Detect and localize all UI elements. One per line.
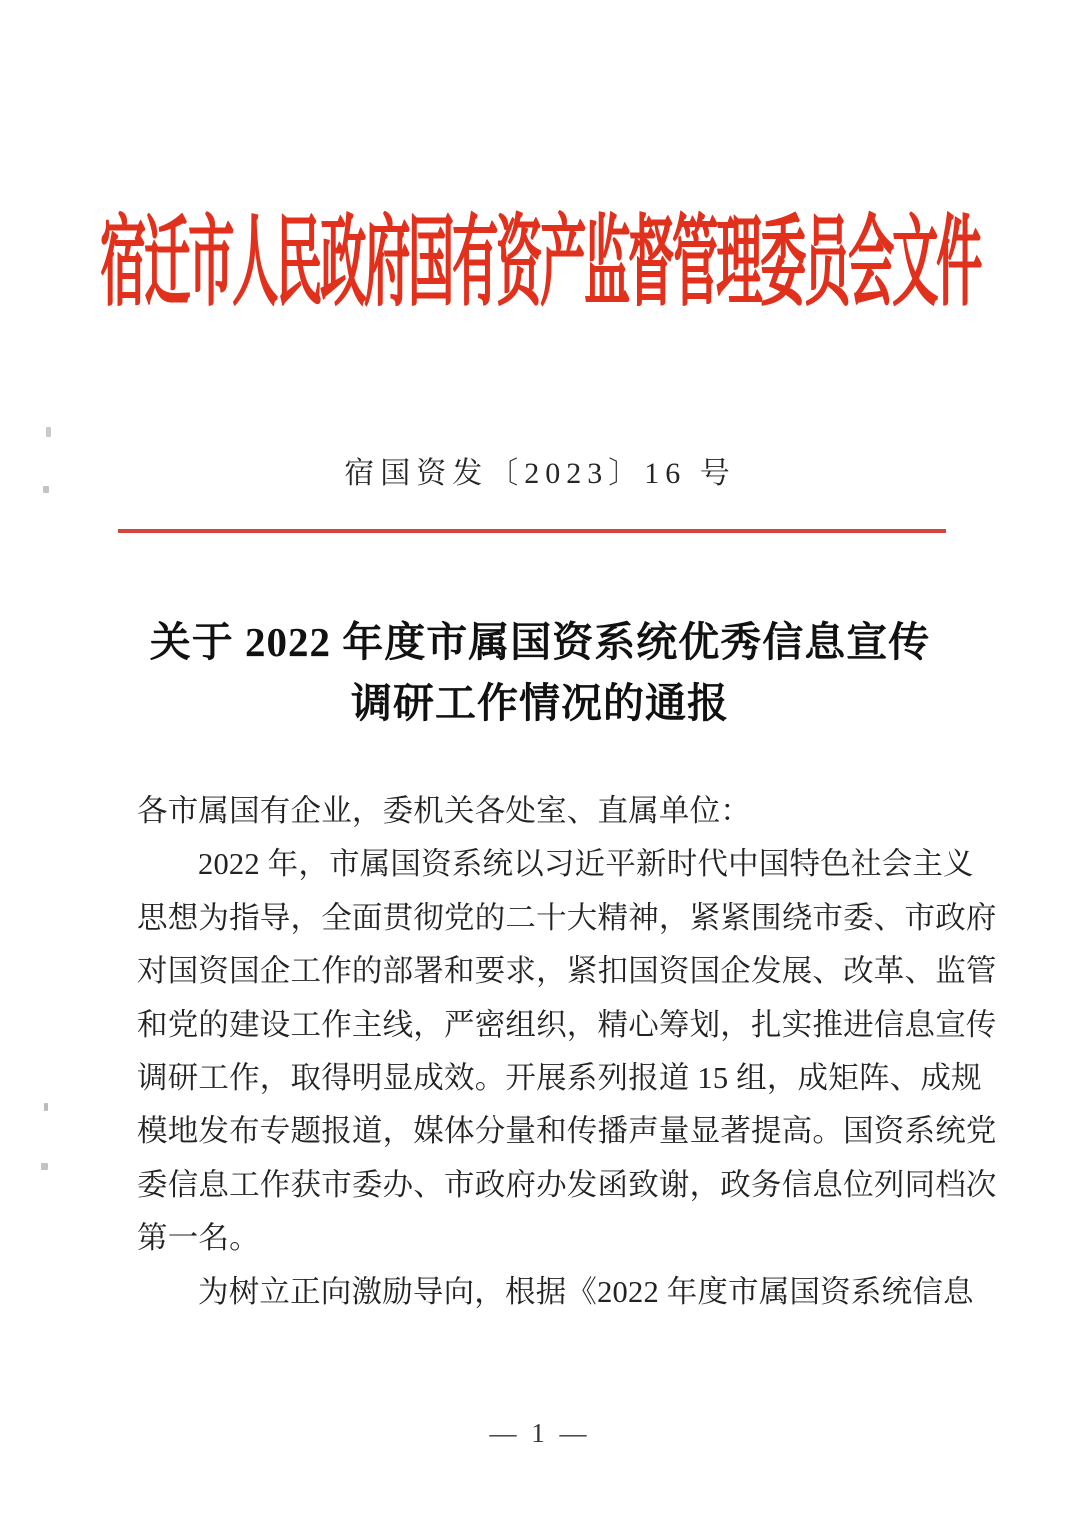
body-line: 各市属国有企业，委机关各处室、直属单位： [137, 794, 751, 828]
scan-artifact [44, 1103, 48, 1111]
body-line: 2022 年，市属国资系统以习近平新时代中国特色社会主义 [198, 847, 974, 882]
body-line: 对国资国企工作的部署和要求，紧扣国资国企发展、改革、监管 [137, 954, 997, 989]
document-number: 宿国资发〔2023〕16 号 [344, 457, 736, 490]
body-line: 思想为指导，全面贯彻党的二十大精神，紧紧围绕市委、市政府 [137, 900, 997, 935]
body-line: 模地发布专题报道，媒体分量和传播声量显著提高。国资系统党 [137, 1114, 997, 1149]
scan-artifact [41, 1163, 48, 1170]
red-divider-rule [118, 529, 946, 533]
document-title [0, 612, 1080, 734]
document-title-line2: 调研工作情况的通报 [351, 680, 729, 726]
page-number: — 1 — [489, 1418, 591, 1448]
document-body [137, 785, 997, 1319]
scan-artifact [43, 486, 49, 493]
document-title-line1: 关于 2022 年度市属国资系统优秀信息宣传 [149, 619, 931, 665]
body-line: 调研工作，取得明显成效。开展系列报道 15 组，成矩阵、成规 [137, 1061, 982, 1096]
body-line: 委信息工作获市委办、市政府办发函致谢，政务信息位列同档次 [137, 1167, 997, 1202]
body-line: 第一名。 [137, 1221, 260, 1256]
body-line: 和党的建设工作主线，严密组织，精心筹划，扎实推进信息宣传 [137, 1007, 997, 1042]
scan-artifact [46, 427, 51, 437]
body-line: 为树立正向激励导向，根据《2022 年度市属国资系统信息 [198, 1274, 974, 1309]
red-header-banner [0, 207, 1080, 322]
agency-banner-text: 宿迁市人民政府国有资产监督管理委员会文件 [100, 207, 980, 318]
